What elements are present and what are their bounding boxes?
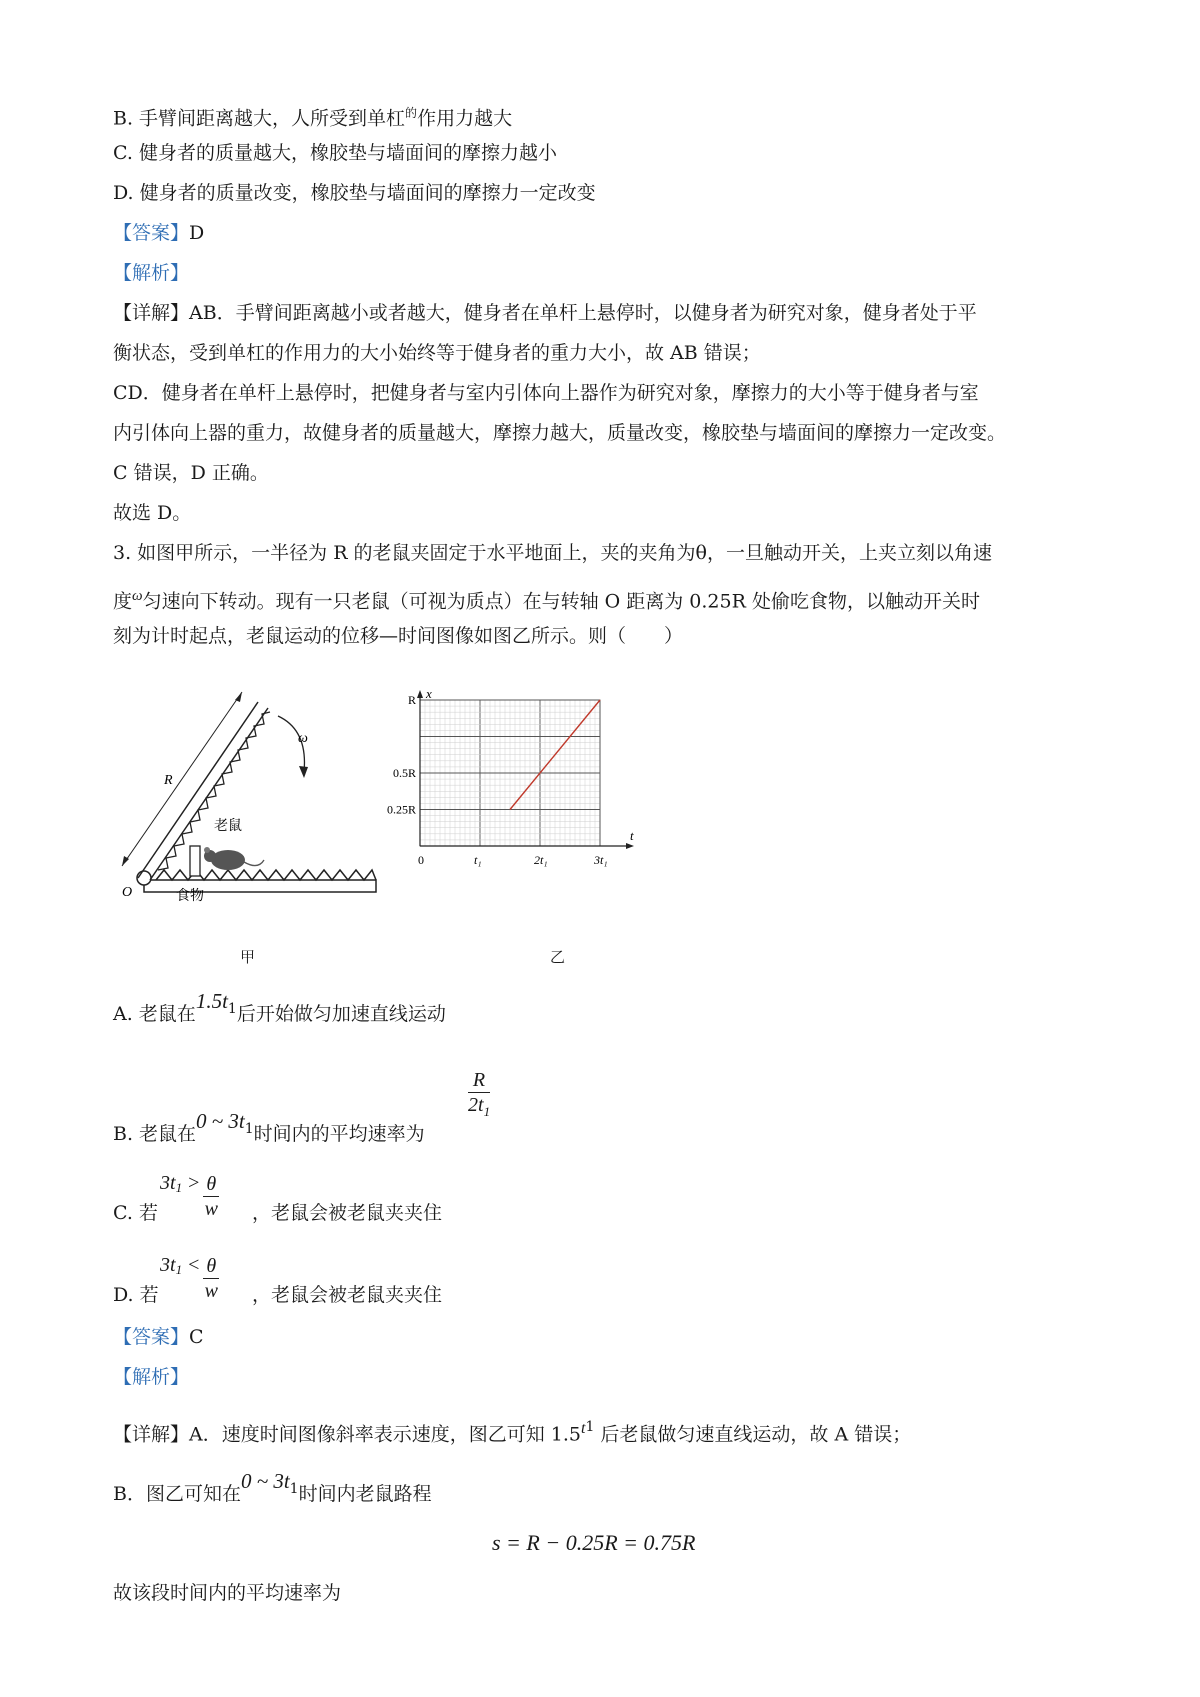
detail-2-line-3: CD．健身者在单杆上悬停时，把健身者与室内引体向上器作为研究对象，摩擦力的大小等于健身者与室: [113, 382, 979, 404]
answer-3: [113, 1324, 204, 1350]
q3-option-c: [113, 1200, 158, 1226]
opt-a-math: 1.5t: [195, 989, 228, 1013]
upper-jaw-teeth: [158, 712, 270, 870]
analysis-tag-3: 【解析】: [113, 1366, 190, 1388]
food-label: 食物: [176, 889, 204, 904]
opt-c-post: ，老鼠会被老鼠夹夹住: [252, 1202, 443, 1224]
opt-d-den: w: [204, 1280, 218, 1302]
option-c-prev: C. 健身者的质量越大，橡胶垫与墙面间的摩擦力越小: [113, 142, 557, 164]
opt-d-sub: 1: [175, 1261, 183, 1277]
opt-b-fraction: [468, 1068, 490, 1124]
detail-2-line-4: 内引体向上器的重力，故健身者的质量越大，摩擦力越大，质量改变，橡胶垫与墙面间的摩擦力一定改变。: [113, 422, 1007, 444]
lower-jaw-teeth: [156, 870, 376, 880]
detail-3-tag: 【详解】: [113, 1423, 190, 1446]
opt-d-op: <: [188, 1254, 200, 1276]
question-3-line-2: [113, 583, 980, 614]
detail-3-a-post: 后老鼠做匀速直线运动，故 A 错误；: [594, 1423, 912, 1446]
chart-grid: [420, 700, 600, 846]
x-tick-label: 0: [418, 853, 424, 867]
x-tick-label: 2t₁: [534, 853, 548, 867]
opt-c-pre: C. 若: [113, 1202, 158, 1224]
opt-b-numerator: R: [468, 1068, 490, 1093]
detail-tag: 【详解】: [113, 302, 190, 324]
answer-tag: 【答案】: [113, 222, 190, 244]
answer-2: [113, 220, 204, 246]
detail-3-a-t: t: [581, 1420, 586, 1437]
opt-c-num: θ: [203, 1172, 219, 1197]
mouse-label: 老鼠: [214, 819, 242, 834]
x-axis-label: t: [630, 828, 634, 843]
opt-a-post: 后开始做匀加速直线运动: [236, 1003, 446, 1025]
figure-jia: [108, 680, 388, 950]
x-axis-arrowhead: [626, 843, 634, 849]
opt-c-sub: 1: [175, 1179, 183, 1195]
opt-d-lhs: 3t: [160, 1254, 176, 1276]
q3-text-a: 度: [113, 590, 133, 613]
figure-yi-caption: 乙: [550, 948, 566, 966]
option-b-prev: [113, 100, 512, 131]
q3-option-a: [113, 989, 446, 1034]
y-axis-label: x: [426, 686, 432, 701]
chart-axes: [417, 686, 634, 849]
omega-label: ω: [298, 731, 308, 746]
opt-c-lhs: 3t: [160, 1172, 176, 1194]
option-d-prev: D. 健身者的质量改变，橡胶垫与墙面间的摩擦力一定改变: [113, 182, 596, 204]
opt-d-inequality: [160, 1254, 219, 1303]
opt-d-pre: D. 若: [113, 1284, 159, 1306]
y-tick-label: R: [407, 693, 416, 707]
opt-b-denominator: [468, 1093, 490, 1124]
opt-a-sub: 1: [227, 1000, 237, 1017]
opt-b-pre: B. 老鼠在: [113, 1123, 197, 1145]
detail-3-line-b: [113, 1469, 432, 1514]
omega-symbol: ω: [132, 588, 143, 604]
detail-3-last: 故该段时间内的平均速率为: [113, 1582, 342, 1604]
opt-b-mid: 时间内的平均速率为: [253, 1123, 425, 1145]
detail-3-line-a: [113, 1416, 911, 1454]
answer-3-tag: 【答案】: [113, 1326, 190, 1348]
answer-value: D: [189, 222, 205, 244]
option-b-text: B. 手臂间距离越大，人所受到单杠: [113, 107, 406, 130]
detail-2-line-2: 衡状态，受到单杠的作用力的大小始终等于健身者的重力大小，故 AB 错误；: [113, 342, 761, 364]
detail-3-b-pre: B．图乙可知在: [113, 1483, 241, 1505]
opt-c-inequality: [160, 1172, 219, 1221]
opt-c-op: >: [188, 1172, 200, 1194]
option-b-tail: 作用力越大: [417, 107, 513, 130]
food-stand: [190, 846, 200, 876]
question-3-line-3: 刻为计时起点，老鼠运动的位移—时间图像如图乙所示。则（ ）: [113, 625, 684, 647]
option-b-sup: 的: [405, 106, 418, 120]
opt-d-fraction: [203, 1254, 219, 1303]
opt-b-math: 0 ~ 3t: [196, 1109, 245, 1133]
opt-b-sub: 1: [244, 1120, 254, 1137]
pivot-label: O: [122, 885, 133, 900]
y-tick-label: 0.5R: [392, 766, 416, 780]
opt-c-den: w: [204, 1198, 218, 1220]
opt-d-post: ，老鼠会被老鼠夹夹住: [252, 1284, 443, 1306]
detail-2-line-1: [113, 300, 977, 326]
q3-option-d: [113, 1282, 159, 1308]
figure-jia-caption: 甲: [240, 948, 256, 966]
omega-arrowhead: [299, 766, 308, 778]
x-tick-label: 3t₁: [594, 853, 608, 867]
mouse-icon: [204, 847, 264, 870]
detail-3-b-math: 0 ~ 3t: [240, 1469, 290, 1493]
q3-option-b: [113, 1109, 425, 1154]
question-3-line-1: 3. 如图甲所示，一半径为 R 的老鼠夹固定于水平地面上，夹的夹角为θ，一旦触动开关，上夹立刻以角速: [113, 542, 992, 564]
opt-c-fraction: [203, 1172, 219, 1221]
analysis-tag-2: 【解析】: [113, 262, 190, 284]
radius-arrow: [122, 692, 242, 866]
detail-3-b-post: 时间内老鼠路程: [298, 1483, 432, 1505]
radius-label: R: [164, 773, 173, 788]
y-tick-label: 0.25R: [386, 802, 416, 817]
pivot-circle: [137, 871, 151, 885]
opt-b-den-text: 2t: [468, 1094, 484, 1116]
detail-3-a-pre: A．速度时间图像斜率表示速度，图乙可知 1.5: [189, 1423, 581, 1446]
opt-d-num: θ: [203, 1254, 219, 1279]
detail-2-line-6: 故选 D。: [113, 502, 192, 524]
figure-yi-chart: [386, 686, 700, 940]
q3-text-b: 匀速向下转动。现有一只老鼠（可视为质点）在与转轴 O 距离为 0.25R 处偷吃食物，以触动开关时: [142, 590, 980, 613]
answer-3-value: C: [189, 1326, 204, 1348]
detail-3-equation: s = R − 0.25R = 0.75R: [492, 1530, 696, 1555]
detail-3-b-sub: 1: [289, 1480, 299, 1497]
y-axis-arrowhead: [417, 690, 423, 698]
opt-a-pre: A. 老鼠在: [113, 1003, 196, 1025]
detail-text: AB．手臂间距离越小或者越大，健身者在单杆上悬停时，以健身者为研究对象，健身者处于平: [189, 302, 977, 324]
detail-3-a-sub: 1: [585, 1419, 595, 1436]
detail-2-line-5: C 错误，D 正确。: [113, 462, 269, 484]
opt-b-den-sub: 1: [483, 1104, 491, 1119]
x-tick-label: t₁: [474, 853, 482, 867]
